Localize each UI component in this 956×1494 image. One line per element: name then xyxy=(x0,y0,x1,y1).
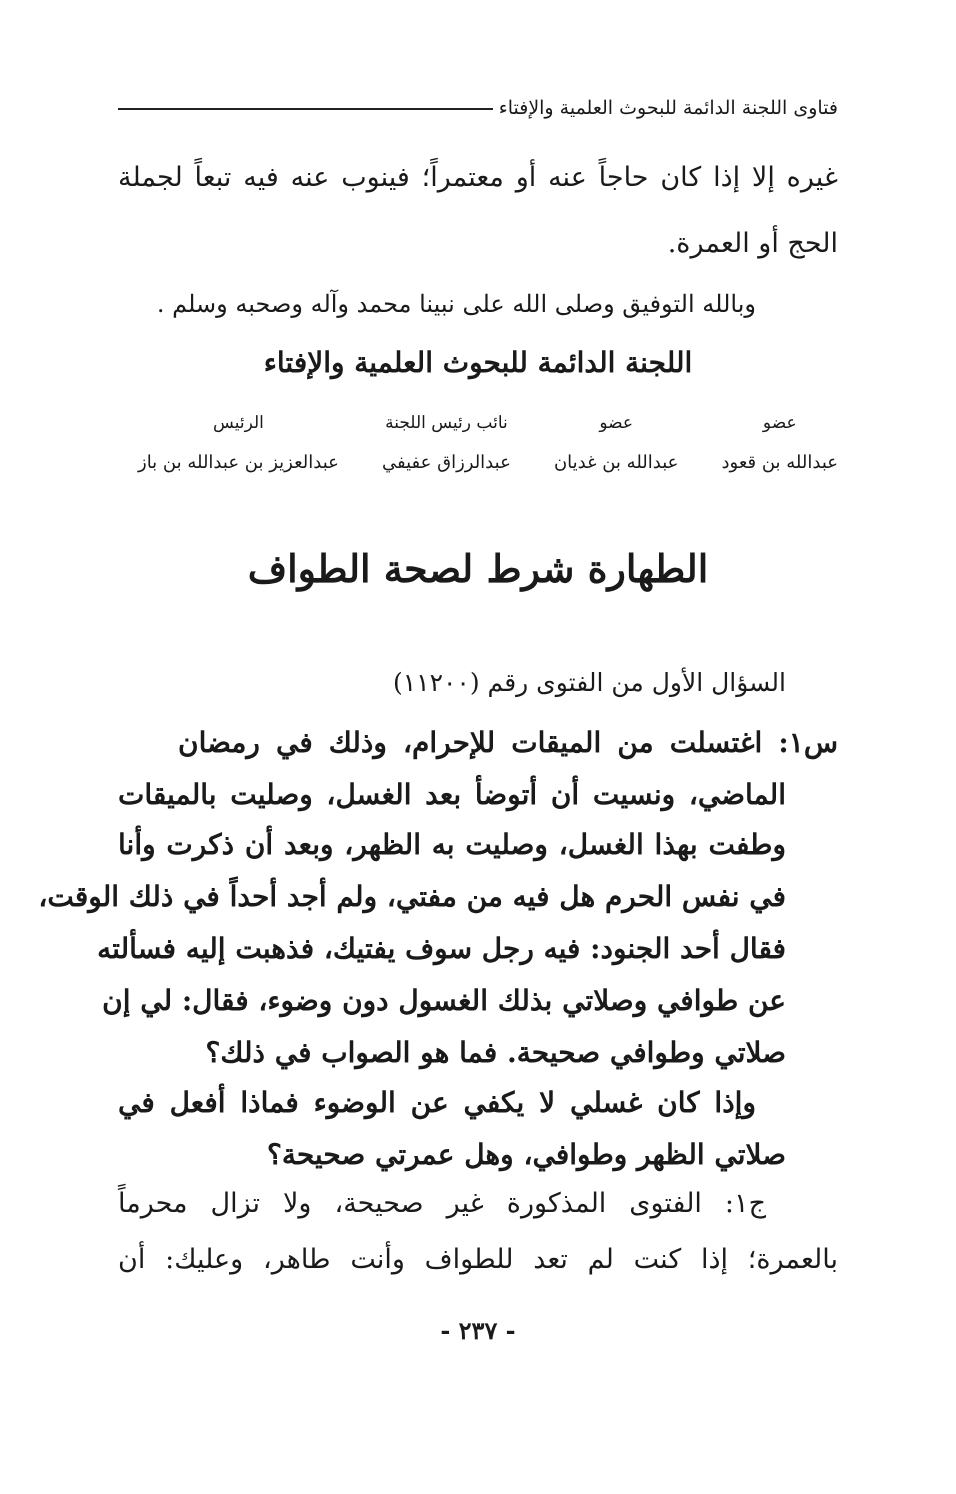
question-line: الماضي، ونسيت أن أتوضأ بعد الغسل، وصليت بالميقات xyxy=(118,778,786,811)
signatory-role: الرئيس xyxy=(213,413,264,433)
signatory xyxy=(554,408,678,473)
signatory xyxy=(382,408,511,473)
answer-line: ج١: الفتوى المذكورة غير صحيحة، ولا تزال محرماً xyxy=(118,1188,766,1219)
signatory-role: نائب رئيس اللجنة xyxy=(385,413,508,433)
signatory-name: عبدالرزاق عفيفي xyxy=(382,452,511,473)
signatory-role: عضو xyxy=(762,413,797,433)
fatwa-number: السؤال الأول من الفتوى رقم (١١٢٠٠) xyxy=(392,668,786,697)
question-line: عن طوافي وصلاتي بذلك الغسول دون وضوء، فقال: لي إن xyxy=(102,984,786,1017)
running-title: فتاوى اللجنة الدائمة للبحوث العلمية والإفتاء xyxy=(498,97,838,119)
page-number: - ٢٣٧ - xyxy=(440,1316,516,1345)
closing-prayer: وبالله التوفيق وصلى الله على نبينا محمد وآله وصحبه وسلم . xyxy=(156,290,756,318)
signatory-name: عبدالله بن قعود xyxy=(721,452,838,473)
committee-title: اللجنة الدائمة للبحوث العلمية والإفتاء xyxy=(263,346,693,379)
signatories xyxy=(138,408,838,473)
section-title: الطهارة شرط لصحة الطواف xyxy=(247,546,709,591)
signatory-name: عبدالعزيز بن عبدالله بن باز xyxy=(138,452,339,473)
signatory xyxy=(722,408,838,473)
question-line: وإذا كان غسلي لا يكفي عن الوضوء فماذا أفعل في xyxy=(118,1086,756,1119)
question-line: س١: اغتسلت من الميقات للإحرام، وذلك في رمضان xyxy=(178,726,838,759)
answer-line: بالعمرة؛ إذا كنت لم تعد للطواف وأنت طاهر، وعليك: أن xyxy=(118,1244,838,1275)
question-line: فقال أحد الجنود: فيه رجل سوف يفتيك، فذهبت إليه فسألته xyxy=(97,932,786,965)
signatory-name: عبدالله بن غديان xyxy=(553,452,679,473)
signatory-role: عضو xyxy=(599,413,633,433)
question-line: صلاتي وطوافي صحيحة. فما هو الصواب في ذلك؟ xyxy=(205,1036,786,1069)
question-line: وطفت بهذا الغسل، وصليت به الظهر، وبعد أن ذكرت وأنا xyxy=(118,828,786,861)
question-line: صلاتي الظهر وطوافي، وهل عمرتي صحيحة؟ xyxy=(266,1138,786,1171)
intro-line: غيره إلا إذا كان حاجاً عنه أو معتمراً؛ فينوب عنه فيه تبعاً لجملة xyxy=(118,162,838,193)
question-line: في نفس الحرم هل فيه من مفتي، ولم أجد أحداً في ذلك الوقت، xyxy=(38,880,786,913)
intro-line: الحج أو العمرة. xyxy=(667,228,838,259)
running-header xyxy=(118,88,838,128)
signatory xyxy=(138,408,339,473)
header-rule xyxy=(118,108,493,110)
